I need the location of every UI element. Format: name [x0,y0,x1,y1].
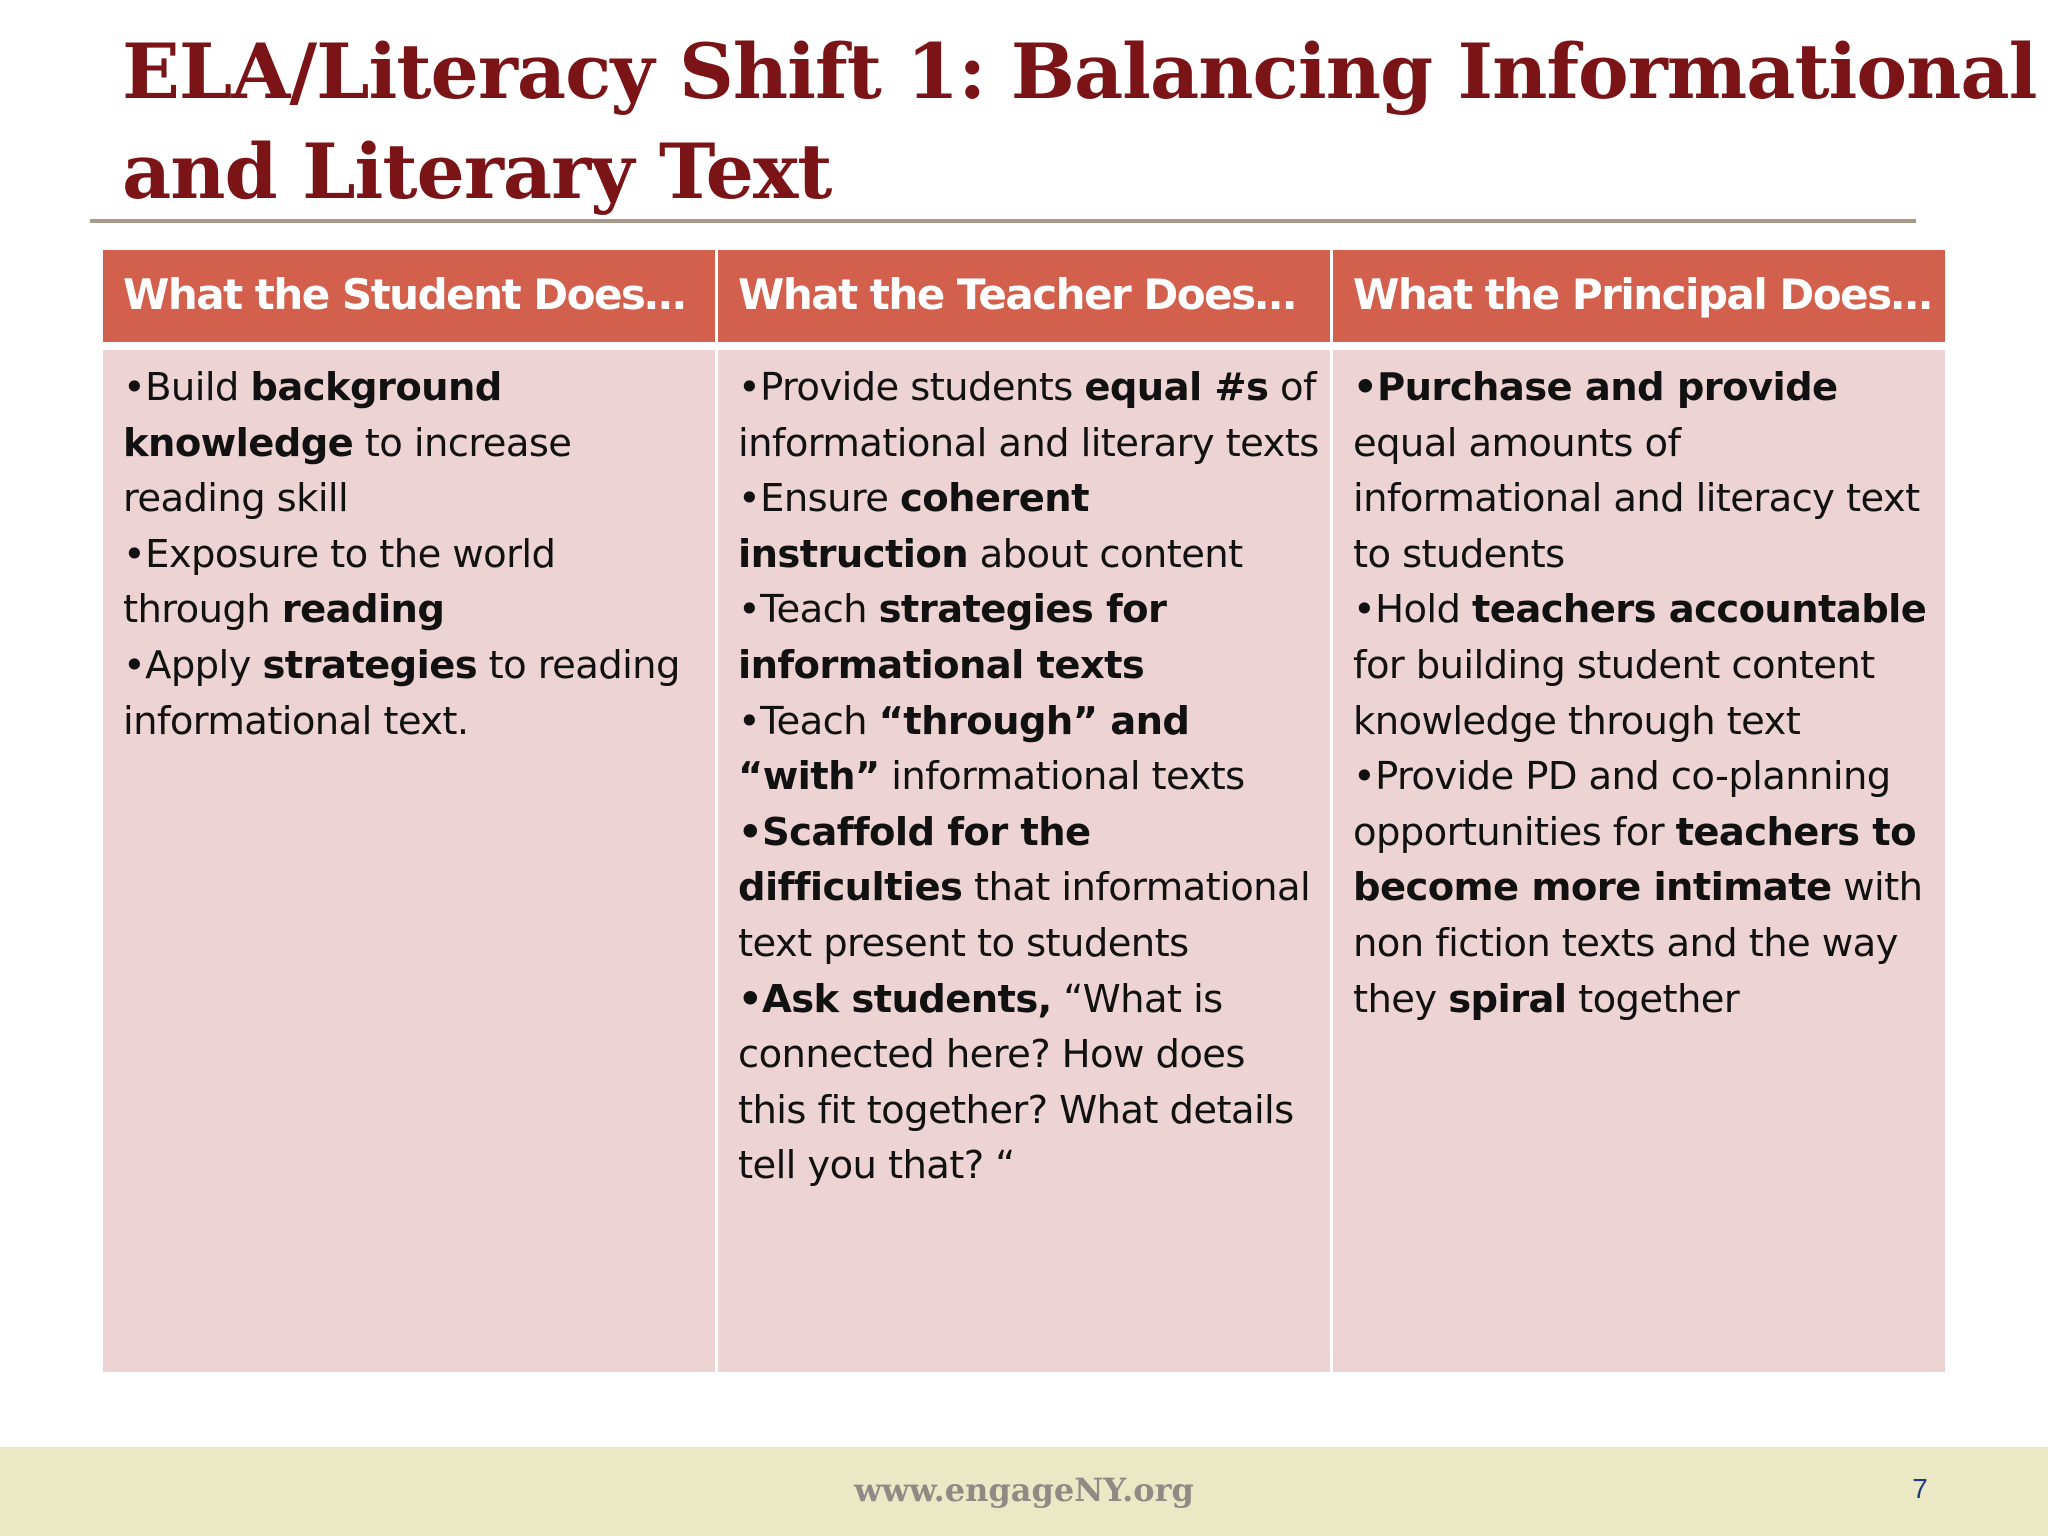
bullet-item [738,972,1320,1194]
bullet-item [1353,360,1935,582]
bold-text: teachers accountable [1472,587,1927,633]
text-run: for building student content knowledge through text [1353,642,1875,744]
text-run: with non fiction texts and the way they [1353,865,1923,1022]
bold-text: spiral [1448,976,1567,1022]
bold-text: coherent instruction [738,476,1089,577]
text-run: “What is connected here? How does this fit together? What details tell you that? “ [738,976,1294,1189]
bold-text: teachers to become more intimate [1353,809,1916,911]
text-run: informational texts [879,754,1245,800]
text-run: of informational and literary texts [738,365,1319,466]
shift-table [103,250,1945,1372]
footer-bar [0,1447,2048,1536]
slide-title [122,22,2037,222]
text-run: •Ensure [738,476,901,522]
text-run: •Hold [1353,587,1472,633]
bold-text: equal #s [1084,365,1269,410]
title-divider [90,219,1916,223]
footer-url: www.engageNY.org [854,1471,1194,1509]
text-run: to reading informational text. [123,642,680,744]
bullet-item [738,805,1320,972]
slide-title-line-1: ELA/Literacy Shift 1: Balancing Informational [122,27,2037,116]
text-run: •Provide PD and co-planning opportunities for [1353,754,1891,855]
bullet-item [123,527,705,638]
bold-text: •Purchase and provide [1353,365,1838,410]
student-column [103,350,715,1372]
text-run: equal amounts of informational and literacy text to students [1353,420,1920,577]
text-run: •Build [123,365,251,410]
bold-text: •Scaffold for the difficulties [738,809,1091,911]
bullet-item [738,582,1320,693]
bold-text: strategies for informational texts [738,587,1167,688]
bold-text: strategies [262,642,478,688]
bullet-item [123,360,705,527]
text-run: •Teach [738,698,879,744]
header-student: What the Student Does… [103,250,715,342]
bullet-item [123,638,705,749]
bold-text: •Ask students, [738,976,1052,1022]
text-run: •Teach [738,587,879,633]
text-run: •Provide students [738,365,1085,410]
text-run: together [1566,976,1740,1022]
bullet-item [1353,582,1935,749]
bullet-item [738,360,1320,471]
bullet-item [738,471,1320,582]
text-run: about content [968,531,1243,577]
teacher-column [718,350,1330,1372]
text-run: to increase reading skill [123,420,572,522]
bullet-item [1353,749,1935,1027]
header-principal: What the Principal Does… [1333,250,1945,342]
bold-text: reading [281,587,445,633]
slide-title-line-2: and Literary Text [122,127,832,216]
header-teacher: What the Teacher Does… [718,250,1330,342]
bold-text: background knowledge [123,365,502,466]
text-run: that informational text present to students [738,865,1311,966]
principal-column [1333,350,1945,1372]
text-run: •Apply [123,642,263,688]
bold-text: “through” and “with” [738,698,1190,800]
text-run: •Exposure to the world through [123,531,556,633]
page-number: 7 [1912,1473,1928,1504]
bullet-item [738,694,1320,805]
